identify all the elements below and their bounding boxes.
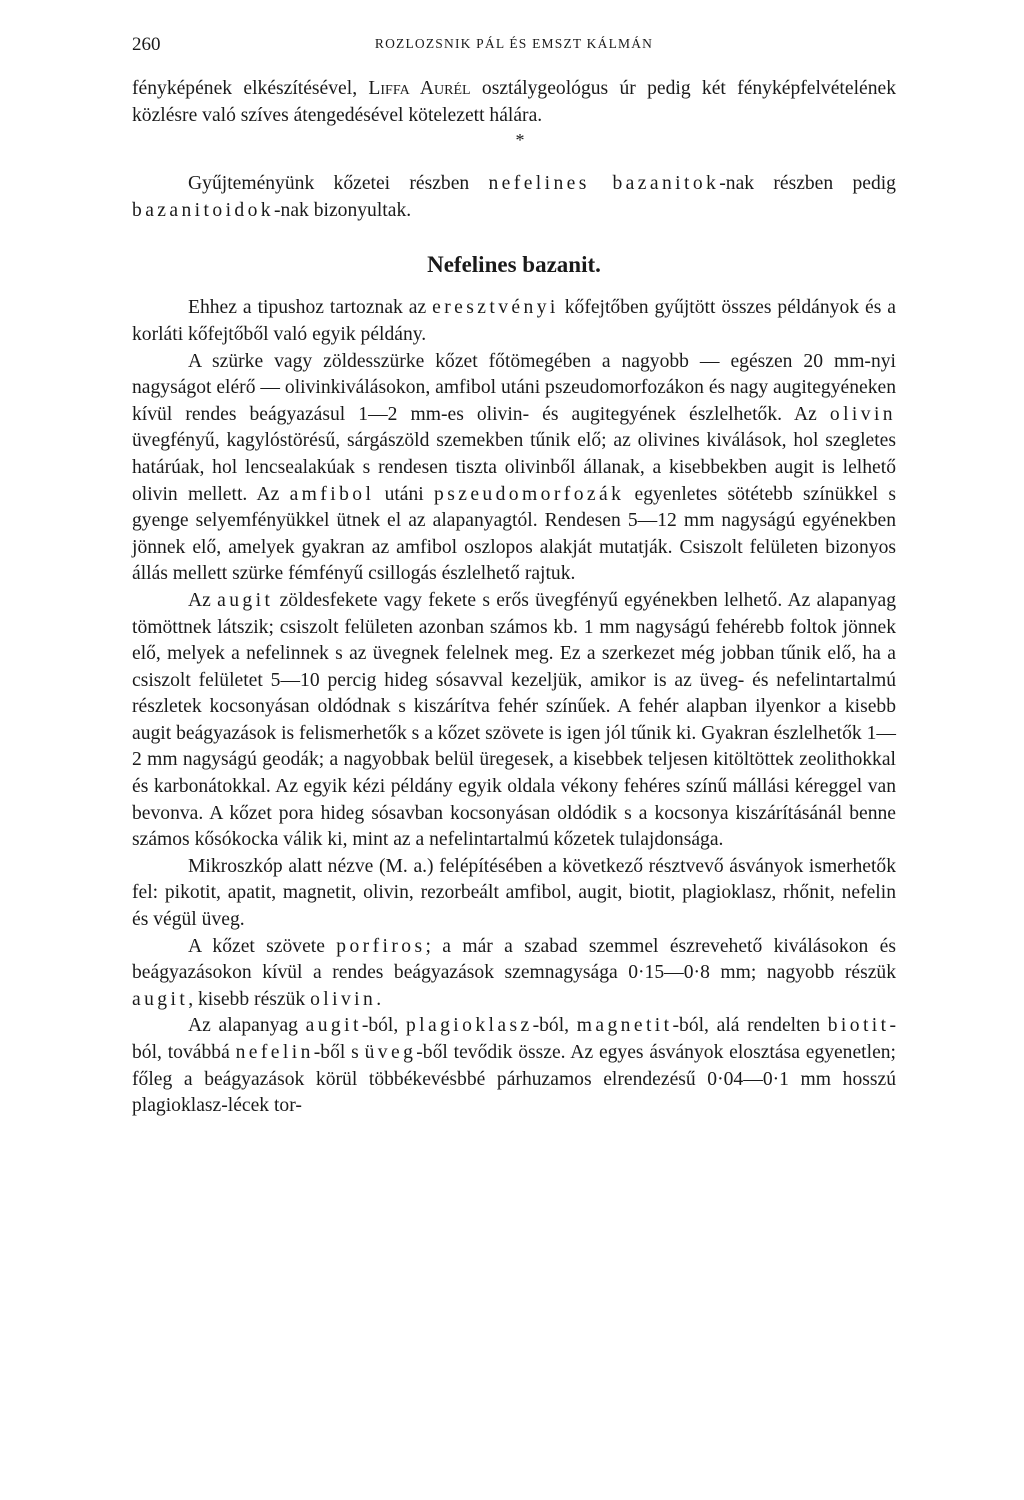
text-run: -ből tevődik össze. Az egyes ásványok elosztása egyenetlen; főleg a beágyazások körül többékevésbbé párhuzamos elrendezésű 0·04—0·1 mm hosszú plagioklasz-lécek tor- xyxy=(132,1042,897,1117)
text-run: üvegfényű, kagylóstörésű, sárgászöld szemekben tűnik elő; az olivines kiválások, hol szegletes határúak, hol lencsealakúak s rendesen tiszta olivinből állanak, a kisebbekben augit is lelhető olivin mellett. Az xyxy=(132,430,896,505)
spaced-term: nefelin xyxy=(235,1042,314,1063)
body-paragraph-3 xyxy=(132,588,896,854)
intro-paragraph xyxy=(132,76,896,129)
spaced-term: amfibol xyxy=(289,483,375,505)
text-run: zöldesfekete vagy fekete s erős üvegfényű egyénekben lelhető. Az alapanyag tömöttnek látszik; csiszolt felületen azonban számos kb. 1 mm nagyságú fehérebb foltok jönnek elő, melyek a nefelinnek s az üvegnek felelnek meg. Ez a szerkezet még jobban tűnik elő, ha a csiszolt felületet 5—10 percig hideg sósavval kezeljük, amikor is az üveg- és nefelintartalmú részletek kocsonyásan oldódnak s kiszárítva fehér színűek. A fehér alapban ilyenkor a kisebb augit beágyazások is felismerhetők s a kőzet szövete is igen jól tűnik ki. Gyakran észlelhetők 1—2 mm nagyságú geodák; a nagyobbak belül üregesek, a kisebbek teljesen kitöltöttek zeolithokkal és karbonátokkal. Az egyik kézi példány egyik oldala vékony fehéres színű mállási kéreggel van bevonva. A kőzet pora hideg sósavban kocsonyásan oldódik s a kocsonya kiszárításánál benne számos kősókocka válik ki, mint az a nefelintartalmú kőzetek tulajdonsága. xyxy=(132,589,896,851)
spaced-term: biotit xyxy=(827,1015,890,1037)
text-run: A szürke vagy zöldesszürke kőzet főtömegében a nagyobb — egészen 20 mm-nyi nagyságot elérő — olivinkiválásokon, amfibol utáni pszeudomorfozákon és nagy augitegyéneken kívül rendes beágyazásul 1—2 mm-es olivin- és augitegyének észlelhetők. Az xyxy=(132,350,896,425)
text-run: Gyűjteményünk kőzetei részben xyxy=(188,173,489,195)
text-run: Az xyxy=(188,589,218,611)
running-head: ROZLOZSNIK PÁL ÉS EMSZT KÁLMÁN xyxy=(374,36,654,51)
text-run: -ból, xyxy=(361,1015,406,1037)
asterisk-separator: * xyxy=(515,130,525,151)
spaced-term: bazanitoidok xyxy=(132,199,275,221)
spaced-term: augit xyxy=(305,1015,362,1037)
spaced-term: augit xyxy=(132,988,189,1010)
collection-paragraph xyxy=(132,171,896,224)
text-run: -nak részben pedig xyxy=(719,173,896,195)
spaced-term: pszeudomorfozák xyxy=(434,483,625,505)
text-run: egyenletes sötétebb színükkel s gyenge selyemfényükkel ütnek el az alapanyagtól. Rendesen 5—12 mm nagyságú egyénekben jönnek elő, amelyek gyakran az amfibol oszlopos alakját mutatják. Csiszolt felületen bizonyos állás mellett szürke fémfényű csillogás észlelhető rajtuk. xyxy=(132,483,896,585)
body-paragraph-2 xyxy=(132,349,896,588)
text-run: ; a már a szabad szemmel észrevehető kiválásokon és beágyazásokon kívül a rendes beágyazások szemnagysága 0·15—0·8 mm; nagyobb részük xyxy=(132,935,896,984)
section-title: Nefelines bazanit. xyxy=(427,252,601,278)
spaced-term: eresztvényi xyxy=(432,297,559,319)
body-paragraph-1 xyxy=(132,295,896,348)
page-body xyxy=(132,76,896,1120)
spaced-term: porfiros xyxy=(336,935,426,957)
text-run: . xyxy=(376,988,382,1010)
spaced-term: üveg xyxy=(364,1042,417,1063)
page-number: 260 xyxy=(132,34,161,55)
spaced-term: nefelines bazanitok xyxy=(488,173,720,195)
text-run: , kisebb részük xyxy=(188,988,311,1010)
person-name: Liffa Aurél xyxy=(368,78,471,99)
page-header xyxy=(132,34,896,58)
text-run: -ból, továbbá xyxy=(132,1015,897,1063)
text-run: -nak bizonyultak. xyxy=(274,199,412,221)
text-run: Ehhez a tipushoz tartoznak az xyxy=(188,297,433,319)
text-run: A kőzet szövete xyxy=(188,935,337,957)
spaced-term: magnetit xyxy=(576,1015,673,1037)
text-run: osztálygeológus úr pedig két fényképfelvételének közlésre való szíves átengedésével kötelezett hálára. xyxy=(132,78,896,126)
body-paragraph-6 xyxy=(132,1013,896,1119)
spaced-term: plagioklasz xyxy=(405,1015,533,1037)
spaced-term: olivin xyxy=(829,403,896,425)
text-run: -ból, xyxy=(532,1015,577,1037)
body-paragraph-5 xyxy=(132,934,896,1014)
text-run: -ból, alá rendelten xyxy=(672,1015,828,1037)
text-run: fényképének elkészítésével, xyxy=(132,78,369,99)
text-run: kőfejtőben gyűjtött összes példányok és a korláti kőfejtőből való egyik példány. xyxy=(132,297,896,345)
text-run: utáni xyxy=(374,483,434,505)
spaced-term: olivin xyxy=(310,988,377,1010)
spaced-term: augit xyxy=(217,589,274,611)
body-paragraph-4: Mikroszkóp alatt nézve (M. a.) felépítésében a következő résztvevő ásványok ismerhetők fel: pikotit, apatit, magnetit, olivin, rezorbeált amfibol, augit, biotit, plagioklasz, rhőnit, nefelin és végül üveg. xyxy=(132,855,896,931)
text-run: Az alapanyag xyxy=(188,1015,306,1037)
text-run: -ből s xyxy=(313,1042,365,1063)
